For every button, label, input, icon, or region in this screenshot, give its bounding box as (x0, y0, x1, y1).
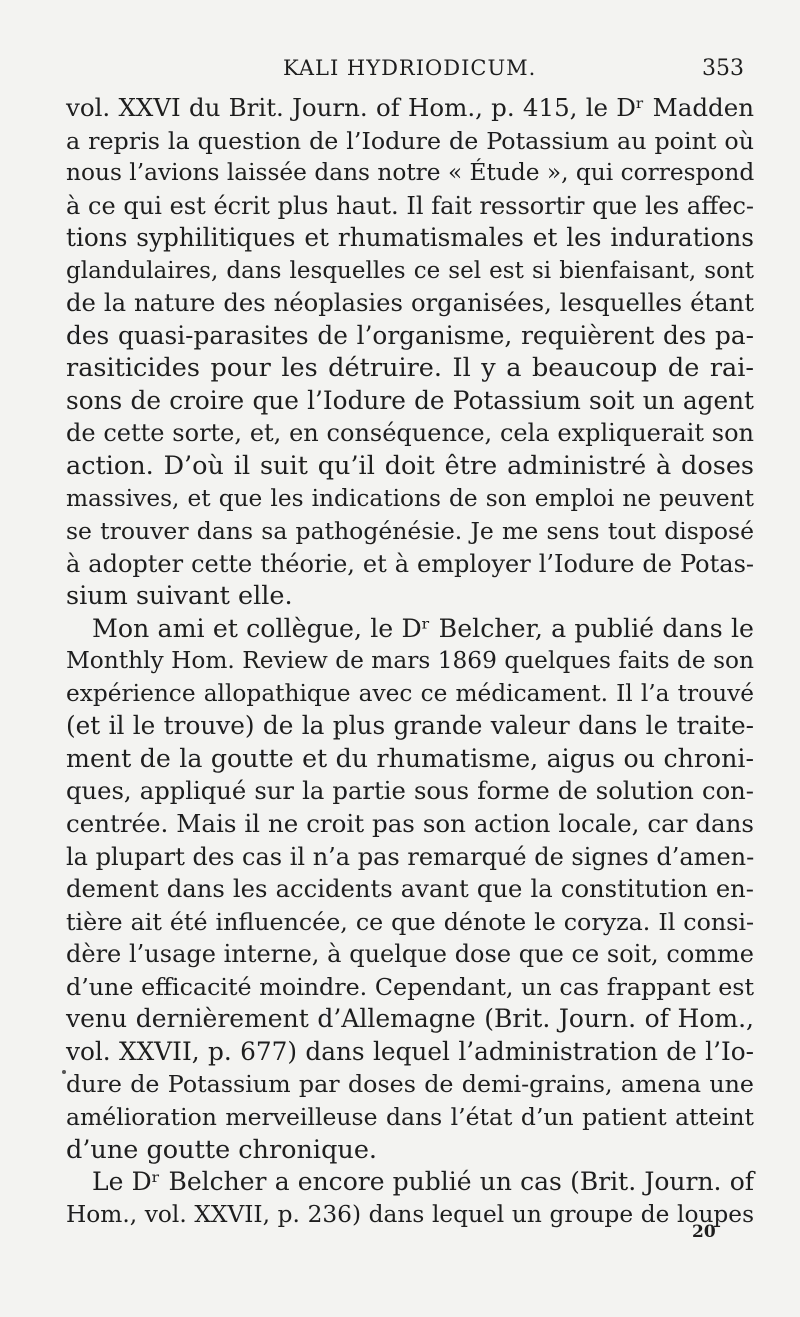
text-line: vol. XXVII, p. 677) dans lequel l’administration de l’Io- (66, 1036, 754, 1066)
text-line: sium suivant elle. (66, 581, 293, 612)
text-line: tière ait été influencée, ce que dénote le coryza. Il consi- (66, 907, 754, 936)
text-line: d’une efficacité moindre. Cependant, un cas frappant est (66, 972, 754, 1001)
text-line: à adopter cette théorie, et à employer l’Iodure de Potas- (66, 549, 754, 578)
body-text (66, 92, 754, 1231)
page-number: 353 (702, 56, 744, 81)
text-line: dement dans les accidents avant que la constitution en- (66, 874, 754, 904)
text-line: Mon ami et collègue, le Dʳ Belcher, a publié dans le (92, 613, 754, 643)
text-line: a repris la question de l’Iodure de Potassium au point où (66, 126, 754, 155)
text-line: ques, appliqué sur la partie sous forme de solution con- (66, 776, 754, 806)
running-title: KALI HYDRIODICUM. (283, 56, 537, 80)
text-line: la plupart des cas il n’a pas remarqué de signes d’amen- (66, 842, 755, 871)
running-head (0, 52, 800, 88)
text-line: tions syphilitiques et rhumatismales et les indurations (66, 223, 754, 253)
text-line: expérience allopathique avec ce médicament. Il l’a trouvé (66, 679, 754, 707)
text-line: vol. XXVI du Brit. Journ. of Hom., p. 415, le Dʳ Madden (66, 93, 754, 122)
text-line: massives, et que les indications de son emploi ne peuvent (66, 484, 754, 512)
text-line: de cette sorte, et, en conséquence, cela expliquerait son (66, 419, 754, 448)
text-line: action. D’où il suit qu’il doit être administré à doses (66, 451, 754, 482)
text-line: centrée. Mais il ne croit pas son action locale, car dans (66, 809, 754, 839)
text-line: ment de la goutte et du rhumatisme, aigus ou chroni- (66, 743, 754, 773)
stray-ink-mark (62, 1070, 66, 1074)
text-line: Hom., vol. XXVII, p. 236) dans lequel un groupe de loupes (66, 1200, 754, 1228)
text-line: glandulaires, dans lesquelles ce sel est si bienfaisant, sont (66, 257, 754, 284)
text-line: se trouver dans sa pathogénésie. Je me sens tout disposé (66, 517, 754, 546)
printer-signature: 20 (692, 1222, 716, 1242)
text-line: à ce qui est écrit plus haut. Il fait ressortir que les affec- (66, 191, 754, 220)
text-line: sons de croire que l’Iodure de Potassium soit un agent (66, 385, 754, 415)
text-line: (et il le trouve) de la plus grande valeur dans le traite- (66, 711, 754, 741)
text-line: rasiticides pour les détruire. Il y a beaucoup de rai- (66, 353, 754, 384)
text-line: amélioration merveilleuse dans l’état d’un patient atteint (66, 1102, 754, 1131)
text-line: Le Dʳ Belcher a encore publié un cas (Brit. Journ. of (92, 1167, 754, 1197)
text-line: venu dernièrement d’Allemagne (Brit. Journ. of Hom., (66, 1004, 754, 1034)
text-line: des quasi-parasites de l’organisme, requièrent des pa- (66, 320, 754, 350)
text-line: nous l’avions laissée dans notre « Étude », qui correspond (66, 159, 755, 187)
text-line: dure de Potassium par doses de demi-grains, amena une (66, 1070, 754, 1099)
text-line: dère l’usage interne, à quelque dose que ce soit, comme (66, 940, 754, 969)
text-line: d’une goutte chronique. (66, 1134, 378, 1165)
text-line: Monthly Hom. Review de mars 1869 quelques faits de son (66, 647, 754, 675)
text-line: de la nature des néoplasies organisées, lesquelles étant (66, 288, 754, 318)
